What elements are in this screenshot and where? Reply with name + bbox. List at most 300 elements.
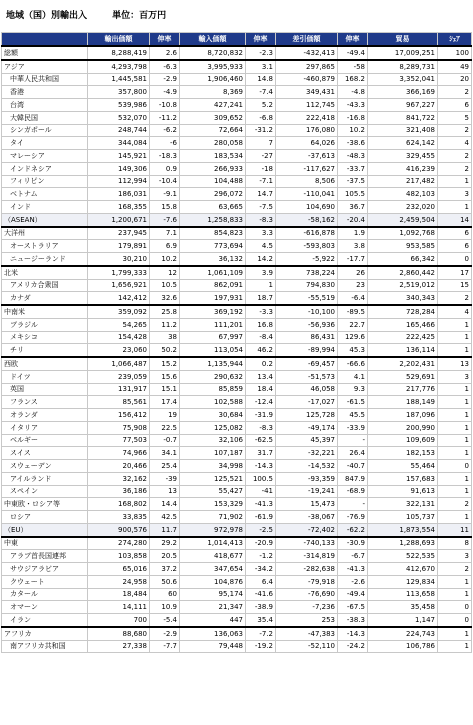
row-label[interactable]: 大韓民国 <box>2 111 88 124</box>
cell-value[interactable]: 3.1 <box>246 60 276 73</box>
cell-value[interactable]: -33.9 <box>338 421 368 434</box>
cell-value[interactable]: -6 <box>150 137 180 150</box>
row-label[interactable]: 香港 <box>2 86 88 99</box>
cell-value[interactable]: 14 <box>438 213 472 226</box>
cell-value[interactable]: -43.3 <box>338 99 368 112</box>
cell-value[interactable]: 1 <box>438 421 472 434</box>
cell-value[interactable]: 6 <box>438 227 472 240</box>
cell-value[interactable]: -58 <box>338 60 368 73</box>
cell-value[interactable]: 18.4 <box>246 383 276 396</box>
cell-value[interactable]: -1.2 <box>246 550 276 563</box>
cell-value[interactable]: 8 <box>438 537 472 550</box>
cell-value[interactable]: 522,535 <box>368 550 438 563</box>
cell-value[interactable]: 55,464 <box>368 460 438 473</box>
column-header[interactable]: 伸率 <box>150 33 180 47</box>
cell-value[interactable]: 103,858 <box>88 550 150 563</box>
cell-value[interactable]: 1,092,768 <box>368 227 438 240</box>
cell-value[interactable]: 11 <box>438 523 472 536</box>
row-label[interactable]: 南アフリカ共和国 <box>2 640 88 653</box>
cell-value[interactable]: 176,080 <box>276 124 338 137</box>
cell-value[interactable]: -7.1 <box>246 175 276 188</box>
cell-value[interactable]: 862,091 <box>180 279 246 292</box>
cell-value[interactable]: 187,096 <box>368 409 438 422</box>
cell-value[interactable]: 0.9 <box>150 162 180 175</box>
cell-value[interactable]: 1 <box>246 279 276 292</box>
cell-value[interactable]: 349,431 <box>276 86 338 99</box>
cell-value[interactable]: -4.8 <box>338 86 368 99</box>
cell-value[interactable]: -314,819 <box>276 550 338 563</box>
cell-value[interactable]: 2 <box>438 292 472 305</box>
cell-value[interactable]: -14.3 <box>338 627 368 640</box>
cell-value[interactable]: 11.7 <box>150 523 180 536</box>
cell-value[interactable]: 222,425 <box>368 331 438 344</box>
cell-value[interactable]: 1 <box>438 383 472 396</box>
cell-value[interactable]: 25.4 <box>150 460 180 473</box>
cell-value[interactable]: 37.2 <box>150 563 180 576</box>
row-label[interactable]: ニュージーランド <box>2 253 88 266</box>
cell-value[interactable]: -8.4 <box>246 331 276 344</box>
cell-value[interactable]: 1 <box>438 588 472 601</box>
cell-value[interactable]: 10.2 <box>150 253 180 266</box>
cell-value[interactable]: 33,835 <box>88 511 150 524</box>
cell-value[interactable]: 7.1 <box>150 227 180 240</box>
cell-value[interactable]: 321,408 <box>368 124 438 137</box>
cell-value[interactable]: 136,114 <box>368 344 438 357</box>
cell-value[interactable]: 29.2 <box>150 537 180 550</box>
row-label[interactable]: 西欧 <box>2 357 88 370</box>
cell-value[interactable]: 1,288,693 <box>368 537 438 550</box>
cell-value[interactable]: - <box>338 434 368 447</box>
cell-value[interactable]: 3,352,041 <box>368 73 438 86</box>
cell-value[interactable]: 112,994 <box>88 175 150 188</box>
cell-value[interactable]: 71,902 <box>180 511 246 524</box>
cell-value[interactable]: 182,153 <box>368 447 438 460</box>
row-label[interactable]: アメリカ合衆国 <box>2 279 88 292</box>
row-label[interactable]: 総額 <box>2 46 88 60</box>
cell-value[interactable]: 179,891 <box>88 240 150 253</box>
cell-value[interactable]: 20 <box>438 73 472 86</box>
cell-value[interactable]: -62.5 <box>246 434 276 447</box>
cell-value[interactable]: 153,329 <box>180 498 246 511</box>
cell-value[interactable]: 290,632 <box>180 370 246 383</box>
cell-value[interactable]: 6.4 <box>246 575 276 588</box>
cell-value[interactable]: -6.7 <box>338 550 368 563</box>
cell-value[interactable]: 266,933 <box>180 162 246 175</box>
cell-value[interactable]: -38.3 <box>338 614 368 627</box>
cell-value[interactable]: -7.5 <box>246 201 276 214</box>
cell-value[interactable]: 95,174 <box>180 588 246 601</box>
cell-value[interactable]: -110,041 <box>276 188 338 201</box>
row-label[interactable]: ベトナム <box>2 188 88 201</box>
cell-value[interactable]: -55,519 <box>276 292 338 305</box>
cell-value[interactable]: 5.2 <box>246 99 276 112</box>
cell-value[interactable]: -12.4 <box>246 396 276 409</box>
cell-value[interactable]: 296,072 <box>180 188 246 201</box>
cell-value[interactable]: -76.9 <box>338 511 368 524</box>
cell-value[interactable]: 74,966 <box>88 447 150 460</box>
cell-value[interactable]: 17 <box>438 266 472 279</box>
cell-value[interactable]: 145,921 <box>88 150 150 163</box>
cell-value[interactable]: -2.6 <box>338 575 368 588</box>
cell-value[interactable]: 2 <box>438 498 472 511</box>
cell-value[interactable]: -6.4 <box>338 292 368 305</box>
cell-value[interactable]: 2 <box>438 124 472 137</box>
cell-value[interactable]: -33.7 <box>338 162 368 175</box>
cell-value[interactable]: -47,383 <box>276 627 338 640</box>
cell-value[interactable]: 253 <box>276 614 338 627</box>
row-label[interactable]: 中東 <box>2 537 88 550</box>
cell-value[interactable]: 1 <box>438 511 472 524</box>
row-label[interactable]: オランダ <box>2 409 88 422</box>
cell-value[interactable]: 14.7 <box>246 188 276 201</box>
cell-value[interactable]: 36,132 <box>180 253 246 266</box>
cell-value[interactable]: 15.8 <box>150 201 180 214</box>
row-label[interactable]: 英国 <box>2 383 88 396</box>
cell-value[interactable]: 412,670 <box>368 563 438 576</box>
cell-value[interactable]: 1,258,833 <box>180 213 246 226</box>
cell-value[interactable]: 107,187 <box>180 447 246 460</box>
cell-value[interactable]: 1 <box>438 447 472 460</box>
cell-value[interactable]: 136,063 <box>180 627 246 640</box>
cell-value[interactable]: 109,609 <box>368 434 438 447</box>
cell-value[interactable]: 45,397 <box>276 434 338 447</box>
cell-value[interactable]: -68.9 <box>338 485 368 498</box>
row-label[interactable]: ドイツ <box>2 370 88 383</box>
cell-value[interactable]: 24,958 <box>88 575 150 588</box>
cell-value[interactable]: 72,664 <box>180 124 246 137</box>
cell-value[interactable]: 1 <box>438 396 472 409</box>
cell-value[interactable]: -7.2 <box>246 627 276 640</box>
cell-value[interactable]: 15 <box>438 279 472 292</box>
cell-value[interactable]: -10,100 <box>276 305 338 318</box>
cell-value[interactable]: -30.9 <box>338 537 368 550</box>
row-label[interactable]: アジア <box>2 60 88 73</box>
cell-value[interactable]: 104,690 <box>276 201 338 214</box>
cell-value[interactable]: 36,186 <box>88 485 150 498</box>
cell-value[interactable]: 60 <box>150 588 180 601</box>
cell-value[interactable]: 17.4 <box>150 396 180 409</box>
cell-value[interactable]: 86,431 <box>276 331 338 344</box>
cell-value[interactable]: 1 <box>438 331 472 344</box>
cell-value[interactable]: 91,613 <box>368 485 438 498</box>
cell-value[interactable]: 63,665 <box>180 201 246 214</box>
cell-value[interactable]: -6.2 <box>150 124 180 137</box>
cell-value[interactable]: 239,059 <box>88 370 150 383</box>
cell-value[interactable]: 6 <box>438 99 472 112</box>
row-label[interactable]: 台湾 <box>2 99 88 112</box>
cell-value[interactable]: 17,009,251 <box>368 46 438 60</box>
cell-value[interactable]: 12 <box>150 266 180 279</box>
row-label[interactable]: イラン <box>2 614 88 627</box>
cell-value[interactable]: -31.2 <box>246 124 276 137</box>
cell-value[interactable]: 30,684 <box>180 409 246 422</box>
cell-value[interactable]: 25.8 <box>150 305 180 318</box>
cell-value[interactable]: 35,458 <box>368 601 438 614</box>
cell-value[interactable]: 5 <box>438 111 472 124</box>
cell-value[interactable]: 2 <box>438 150 472 163</box>
cell-value[interactable]: 728,284 <box>368 305 438 318</box>
cell-value[interactable]: -18.3 <box>150 150 180 163</box>
cell-value[interactable]: -2.9 <box>150 627 180 640</box>
cell-value[interactable]: 113,054 <box>180 344 246 357</box>
cell-value[interactable]: 3 <box>438 550 472 563</box>
cell-value[interactable]: - <box>338 498 368 511</box>
cell-value[interactable]: -14,532 <box>276 460 338 473</box>
cell-value[interactable]: 15.1 <box>150 383 180 396</box>
cell-value[interactable]: 200,990 <box>368 421 438 434</box>
cell-value[interactable]: -37.5 <box>338 175 368 188</box>
cell-value[interactable]: 297,865 <box>276 60 338 73</box>
cell-value[interactable]: -76,690 <box>276 588 338 601</box>
cell-value[interactable]: 4,293,798 <box>88 60 150 73</box>
cell-value[interactable]: 532,070 <box>88 111 150 124</box>
cell-value[interactable]: 4.1 <box>338 370 368 383</box>
cell-value[interactable]: 67,997 <box>180 331 246 344</box>
cell-value[interactable]: 967,227 <box>368 99 438 112</box>
cell-value[interactable]: 217,776 <box>368 383 438 396</box>
cell-value[interactable]: -3.3 <box>246 305 276 318</box>
cell-value[interactable]: 232,020 <box>368 201 438 214</box>
cell-value[interactable]: 157,683 <box>368 472 438 485</box>
cell-value[interactable]: 32.6 <box>150 292 180 305</box>
cell-value[interactable]: 13 <box>438 357 472 370</box>
row-label[interactable]: 大洋州 <box>2 227 88 240</box>
cell-value[interactable]: 700 <box>88 614 150 627</box>
cell-value[interactable]: 1 <box>438 627 472 640</box>
cell-value[interactable]: 2,519,012 <box>368 279 438 292</box>
cell-value[interactable]: 1,445,581 <box>88 73 150 86</box>
cell-value[interactable]: 1 <box>438 640 472 653</box>
cell-value[interactable]: -38,067 <box>276 511 338 524</box>
cell-value[interactable]: 14.2 <box>246 253 276 266</box>
row-label[interactable]: メキシコ <box>2 331 88 344</box>
cell-value[interactable]: 32,106 <box>180 434 246 447</box>
cell-value[interactable]: 65,016 <box>88 563 150 576</box>
cell-value[interactable]: -17.7 <box>338 253 368 266</box>
cell-value[interactable]: -7.7 <box>150 640 180 653</box>
cell-value[interactable]: 482,103 <box>368 188 438 201</box>
cell-value[interactable]: 197,931 <box>180 292 246 305</box>
cell-value[interactable]: -40.7 <box>338 460 368 473</box>
cell-value[interactable]: 21,347 <box>180 601 246 614</box>
cell-value[interactable]: 1,656,921 <box>88 279 150 292</box>
cell-value[interactable]: 129.6 <box>338 331 368 344</box>
column-header[interactable] <box>2 33 88 47</box>
cell-value[interactable]: -62.2 <box>338 523 368 536</box>
cell-value[interactable]: 125,521 <box>180 472 246 485</box>
cell-value[interactable]: 165,466 <box>368 318 438 331</box>
cell-value[interactable]: 45.3 <box>338 344 368 357</box>
cell-value[interactable]: 20,466 <box>88 460 150 473</box>
cell-value[interactable]: -41.6 <box>246 588 276 601</box>
cell-value[interactable]: 1,147 <box>368 614 438 627</box>
cell-value[interactable]: -89,994 <box>276 344 338 357</box>
row-label[interactable]: インドネシア <box>2 162 88 175</box>
cell-value[interactable]: -93,359 <box>276 472 338 485</box>
cell-value[interactable]: 624,142 <box>368 137 438 150</box>
cell-value[interactable]: -117,627 <box>276 162 338 175</box>
row-label[interactable]: オマーン <box>2 601 88 614</box>
row-label[interactable]: （EU） <box>2 523 88 536</box>
row-label[interactable]: インド <box>2 201 88 214</box>
cell-value[interactable]: 4 <box>438 137 472 150</box>
cell-value[interactable]: 416,239 <box>368 162 438 175</box>
cell-value[interactable]: 2,459,504 <box>368 213 438 226</box>
cell-value[interactable]: 0 <box>438 601 472 614</box>
cell-value[interactable]: -79,918 <box>276 575 338 588</box>
cell-value[interactable]: 10.9 <box>150 601 180 614</box>
cell-value[interactable]: 105,737 <box>368 511 438 524</box>
cell-value[interactable]: 186,031 <box>88 188 150 201</box>
cell-value[interactable]: 2,860,442 <box>368 266 438 279</box>
cell-value[interactable]: -6.3 <box>150 60 180 73</box>
cell-value[interactable]: -460,879 <box>276 73 338 86</box>
cell-value[interactable]: 149,306 <box>88 162 150 175</box>
cell-value[interactable]: -67.5 <box>338 601 368 614</box>
cell-value[interactable]: 3.8 <box>338 240 368 253</box>
row-label[interactable]: ブラジル <box>2 318 88 331</box>
row-label[interactable]: アフリカ <box>2 627 88 640</box>
cell-value[interactable]: 16.8 <box>246 318 276 331</box>
row-label[interactable]: ロシア <box>2 511 88 524</box>
cell-value[interactable]: -7.4 <box>246 86 276 99</box>
cell-value[interactable]: 105.5 <box>338 188 368 201</box>
cell-value[interactable]: -0.7 <box>150 434 180 447</box>
cell-value[interactable]: 0.2 <box>246 357 276 370</box>
cell-value[interactable]: 1 <box>438 575 472 588</box>
column-header[interactable]: 伸率 <box>246 33 276 47</box>
cell-value[interactable]: 1 <box>438 472 472 485</box>
cell-value[interactable]: 66,342 <box>368 253 438 266</box>
cell-value[interactable]: -16.8 <box>338 111 368 124</box>
cell-value[interactable]: -41 <box>246 485 276 498</box>
cell-value[interactable]: 6 <box>438 240 472 253</box>
row-label[interactable]: タイ <box>2 137 88 150</box>
row-label[interactable]: イタリア <box>2 421 88 434</box>
cell-value[interactable]: 36.7 <box>338 201 368 214</box>
cell-value[interactable]: -19.2 <box>246 640 276 653</box>
column-header[interactable]: 輸出価額 <box>88 33 150 47</box>
cell-value[interactable]: -9.1 <box>150 188 180 201</box>
cell-value[interactable]: 8,289,731 <box>368 60 438 73</box>
cell-value[interactable]: -38.6 <box>338 137 368 150</box>
cell-value[interactable]: 34,998 <box>180 460 246 473</box>
cell-value[interactable]: -2.5 <box>246 523 276 536</box>
cell-value[interactable]: 539,986 <box>88 99 150 112</box>
cell-value[interactable]: -20.9 <box>246 537 276 550</box>
cell-value[interactable]: 1 <box>438 344 472 357</box>
cell-value[interactable]: 7 <box>246 137 276 150</box>
cell-value[interactable]: 3 <box>438 188 472 201</box>
row-label[interactable]: スウェーデン <box>2 460 88 473</box>
cell-value[interactable]: 1 <box>438 434 472 447</box>
cell-value[interactable]: -48.3 <box>338 150 368 163</box>
cell-value[interactable]: 168.2 <box>338 73 368 86</box>
cell-value[interactable]: 274,280 <box>88 537 150 550</box>
cell-value[interactable]: 14.4 <box>150 498 180 511</box>
cell-value[interactable]: -27 <box>246 150 276 163</box>
cell-value[interactable]: 15,473 <box>276 498 338 511</box>
cell-value[interactable]: 8,720,832 <box>180 46 246 60</box>
cell-value[interactable]: 347,654 <box>180 563 246 576</box>
row-label[interactable]: フィリピン <box>2 175 88 188</box>
cell-value[interactable]: 79,448 <box>180 640 246 653</box>
row-label[interactable]: アラブ首長国連邦 <box>2 550 88 563</box>
cell-value[interactable]: -432,413 <box>276 46 338 60</box>
row-label[interactable]: 中南米 <box>2 305 88 318</box>
cell-value[interactable]: 2 <box>438 86 472 99</box>
cell-value[interactable]: -593,803 <box>276 240 338 253</box>
cell-value[interactable]: 329,455 <box>368 150 438 163</box>
cell-value[interactable]: 168,802 <box>88 498 150 511</box>
cell-value[interactable]: 1,014,413 <box>180 537 246 550</box>
cell-value[interactable]: 113,658 <box>368 588 438 601</box>
row-label[interactable]: クウェート <box>2 575 88 588</box>
cell-value[interactable]: -5,922 <box>276 253 338 266</box>
cell-value[interactable]: 344,084 <box>88 137 150 150</box>
cell-value[interactable]: -4.9 <box>150 86 180 99</box>
cell-value[interactable]: 111,201 <box>180 318 246 331</box>
cell-value[interactable]: 8,288,419 <box>88 46 150 60</box>
cell-value[interactable]: 100.5 <box>246 472 276 485</box>
cell-value[interactable]: 2 <box>438 563 472 576</box>
cell-value[interactable]: -20.4 <box>338 213 368 226</box>
cell-value[interactable]: 85,561 <box>88 396 150 409</box>
cell-value[interactable]: -10.4 <box>150 175 180 188</box>
column-header[interactable]: 貿易 <box>368 33 438 47</box>
cell-value[interactable]: 9.3 <box>338 383 368 396</box>
cell-value[interactable]: 154,428 <box>88 331 150 344</box>
cell-value[interactable]: 359,092 <box>88 305 150 318</box>
cell-value[interactable]: -72,402 <box>276 523 338 536</box>
cell-value[interactable]: 168,355 <box>88 201 150 214</box>
row-label[interactable]: カナダ <box>2 292 88 305</box>
cell-value[interactable]: 188,149 <box>368 396 438 409</box>
cell-value[interactable]: 340,343 <box>368 292 438 305</box>
cell-value[interactable]: 46,058 <box>276 383 338 396</box>
cell-value[interactable]: 447 <box>180 614 246 627</box>
row-label[interactable]: カタール <box>2 588 88 601</box>
cell-value[interactable]: 4 <box>438 305 472 318</box>
cell-value[interactable]: 1,135,944 <box>180 357 246 370</box>
cell-value[interactable]: -49,174 <box>276 421 338 434</box>
row-label[interactable]: 北米 <box>2 266 88 279</box>
cell-value[interactable]: 900,576 <box>88 523 150 536</box>
cell-value[interactable]: 34.1 <box>150 447 180 460</box>
cell-value[interactable]: 31.7 <box>246 447 276 460</box>
cell-value[interactable]: -19,241 <box>276 485 338 498</box>
cell-value[interactable]: 1,061,109 <box>180 266 246 279</box>
cell-value[interactable]: 106,786 <box>368 640 438 653</box>
row-label[interactable]: 中東欧・ロシア等 <box>2 498 88 511</box>
row-label[interactable]: ベルギー <box>2 434 88 447</box>
row-label[interactable]: （ASEAN） <box>2 213 88 226</box>
cell-value[interactable]: -24.2 <box>338 640 368 653</box>
cell-value[interactable]: 23 <box>338 279 368 292</box>
cell-value[interactable]: -66.6 <box>338 357 368 370</box>
cell-value[interactable]: 1 <box>438 485 472 498</box>
cell-value[interactable]: 88,680 <box>88 627 150 640</box>
cell-value[interactable]: 0 <box>438 460 472 473</box>
row-label[interactable]: オーストラリア <box>2 240 88 253</box>
cell-value[interactable]: -51,573 <box>276 370 338 383</box>
cell-value[interactable]: -49.4 <box>338 46 368 60</box>
cell-value[interactable]: 125,082 <box>180 421 246 434</box>
cell-value[interactable]: 224,743 <box>368 627 438 640</box>
cell-value[interactable]: 8,369 <box>180 86 246 99</box>
cell-value[interactable]: 10.2 <box>338 124 368 137</box>
cell-value[interactable]: 248,744 <box>88 124 150 137</box>
